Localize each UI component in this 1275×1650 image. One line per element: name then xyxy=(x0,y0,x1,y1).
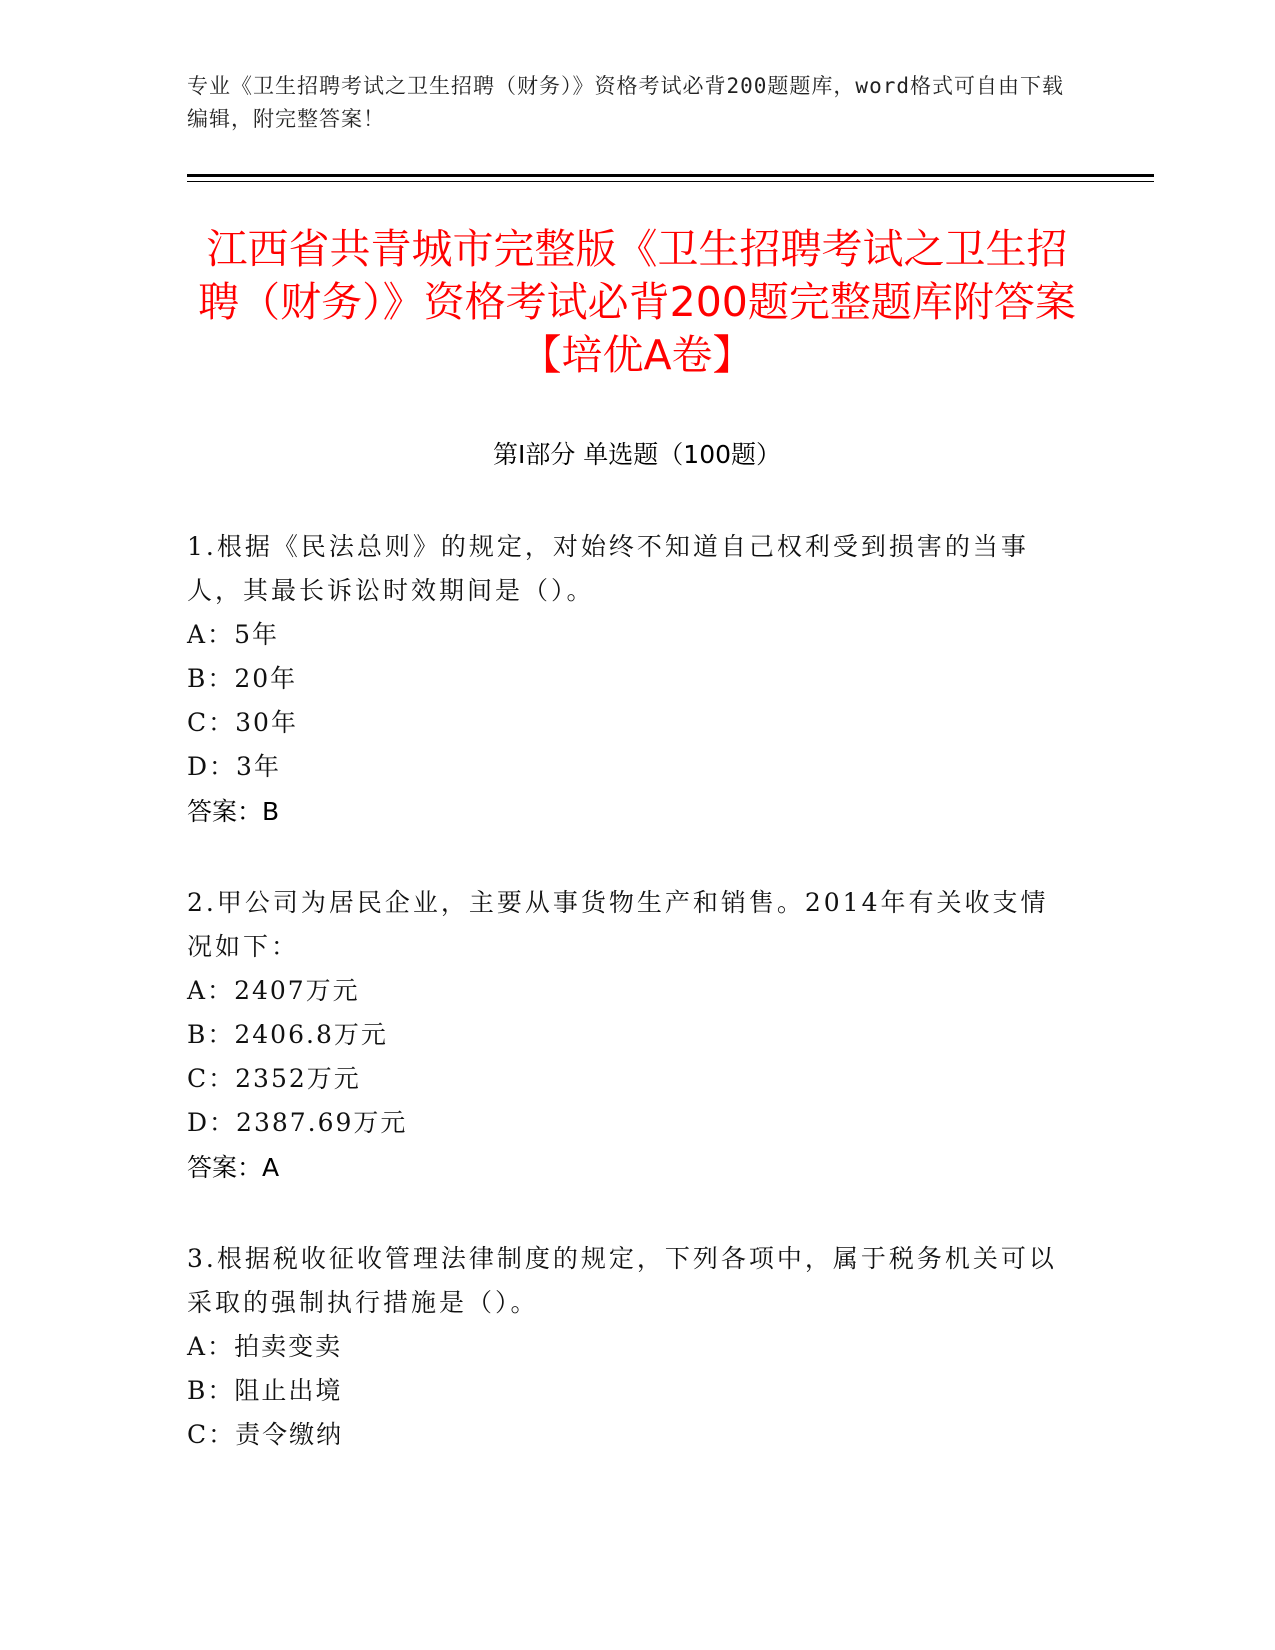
option-key: D： xyxy=(187,752,237,781)
option-text: 5年 xyxy=(234,620,279,649)
option-a xyxy=(187,1325,1067,1369)
question-1 xyxy=(187,525,1067,835)
option-text: 30年 xyxy=(235,708,298,737)
option-text: 20年 xyxy=(234,664,298,693)
document-title: 江西省共青城市完整版《卫生招聘考试之卫生招聘（财务）》资格考试必背200题完整题库附答案【培优A卷】 xyxy=(198,225,1076,379)
option-c xyxy=(187,701,1067,745)
header-note: 专业《卫生招聘考试之卫生招聘（财务）》资格考试必背200题题库，word格式可自由下载编辑，附完整答案！ xyxy=(187,74,1064,131)
option-d xyxy=(187,745,1067,789)
option-key: D： xyxy=(187,1108,237,1137)
question-stem: 3.根据税收征收管理法律制度的规定，下列各项中，属于税务机关可以采取的强制执行措施是（）。 xyxy=(187,1244,1057,1317)
option-text: 3年 xyxy=(236,752,281,781)
option-text: 阻止出境 xyxy=(234,1376,343,1405)
header-divider-thin xyxy=(187,181,1154,182)
option-key: C： xyxy=(187,1420,236,1449)
option-key: B： xyxy=(187,1376,235,1405)
answer-line: 答案：B xyxy=(187,797,280,826)
question-stem: 1.根据《民法总则》的规定，对始终不知道自己权利受到损害的当事人，其最长诉讼时效期间是（）。 xyxy=(187,532,1029,605)
option-d xyxy=(187,1101,1067,1145)
option-text: 拍卖变卖 xyxy=(234,1332,343,1361)
option-b xyxy=(187,1013,1067,1057)
question-stem: 2.甲公司为居民企业，主要从事货物生产和销售。2014年有关收支情况如下： xyxy=(187,888,1049,961)
question-2 xyxy=(187,881,1067,1191)
option-b xyxy=(187,657,1067,701)
option-key: B： xyxy=(187,1020,235,1049)
option-key: C： xyxy=(187,1064,236,1093)
question-3 xyxy=(187,1237,1067,1457)
option-text: 2406.8万元 xyxy=(234,1020,388,1049)
option-a xyxy=(187,969,1067,1013)
section-heading: 第Ⅰ部分 单选题（100题） xyxy=(492,440,782,469)
option-text: 责令缴纳 xyxy=(235,1420,344,1449)
option-b xyxy=(187,1369,1067,1413)
option-key: A： xyxy=(187,620,235,649)
option-c xyxy=(187,1057,1067,1101)
option-text: 2407万元 xyxy=(234,976,360,1005)
option-c xyxy=(187,1413,1067,1457)
option-a xyxy=(187,613,1067,657)
option-key: B： xyxy=(187,664,235,693)
question-list xyxy=(187,525,1067,1503)
option-text: 2387.69万元 xyxy=(236,1108,408,1137)
answer-line: 答案：A xyxy=(187,1153,280,1182)
option-key: A： xyxy=(187,976,235,1005)
option-key: A： xyxy=(187,1332,235,1361)
option-text: 2352万元 xyxy=(235,1064,361,1093)
header-divider-thick xyxy=(187,174,1154,177)
option-key: C： xyxy=(187,708,236,737)
